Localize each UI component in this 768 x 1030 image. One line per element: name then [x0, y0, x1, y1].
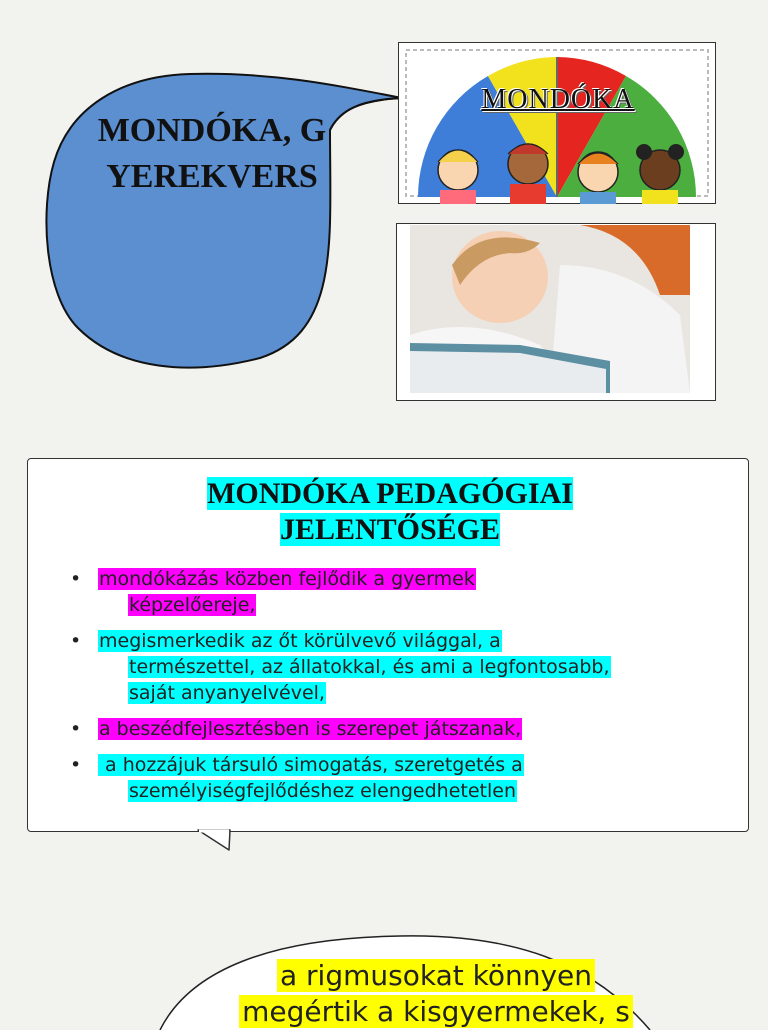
list-item: • mondókázás közben fejlődik a gyermek képzelőereje,: [70, 568, 475, 616]
list-item: • megismerkedik az őt körülvevő világgal, a természettel, az állatokkal, és ami a legfontosabb, saját anyanyelvével,: [70, 630, 610, 704]
list-item: • a beszédfejlesztésben is szerepet játszanak,: [70, 718, 522, 740]
page-title: MONDÓKA, GYEREKVERS: [97, 112, 327, 195]
bullet-list: [70, 566, 720, 814]
child-reading-photo: [410, 225, 690, 393]
section-heading: [60, 476, 720, 548]
logo-title: MONDÓKA: [481, 84, 635, 115]
section-heading-line2: JELENTŐSÉGE: [279, 513, 501, 546]
info-box-tail: [196, 828, 236, 852]
section-heading-line1: MONDÓKA PEDAGÓGIAI: [207, 477, 573, 510]
list-item: • a hozzájuk társuló simogatás, szeretgetés a személyiségfejlődéshez elengedhetetlen: [70, 754, 523, 802]
bottom-bubble-text: a rigmusokat könnyen megértik a kisgyermekek, s: [210, 958, 662, 1030]
mondoka-logo-image: [398, 42, 716, 204]
